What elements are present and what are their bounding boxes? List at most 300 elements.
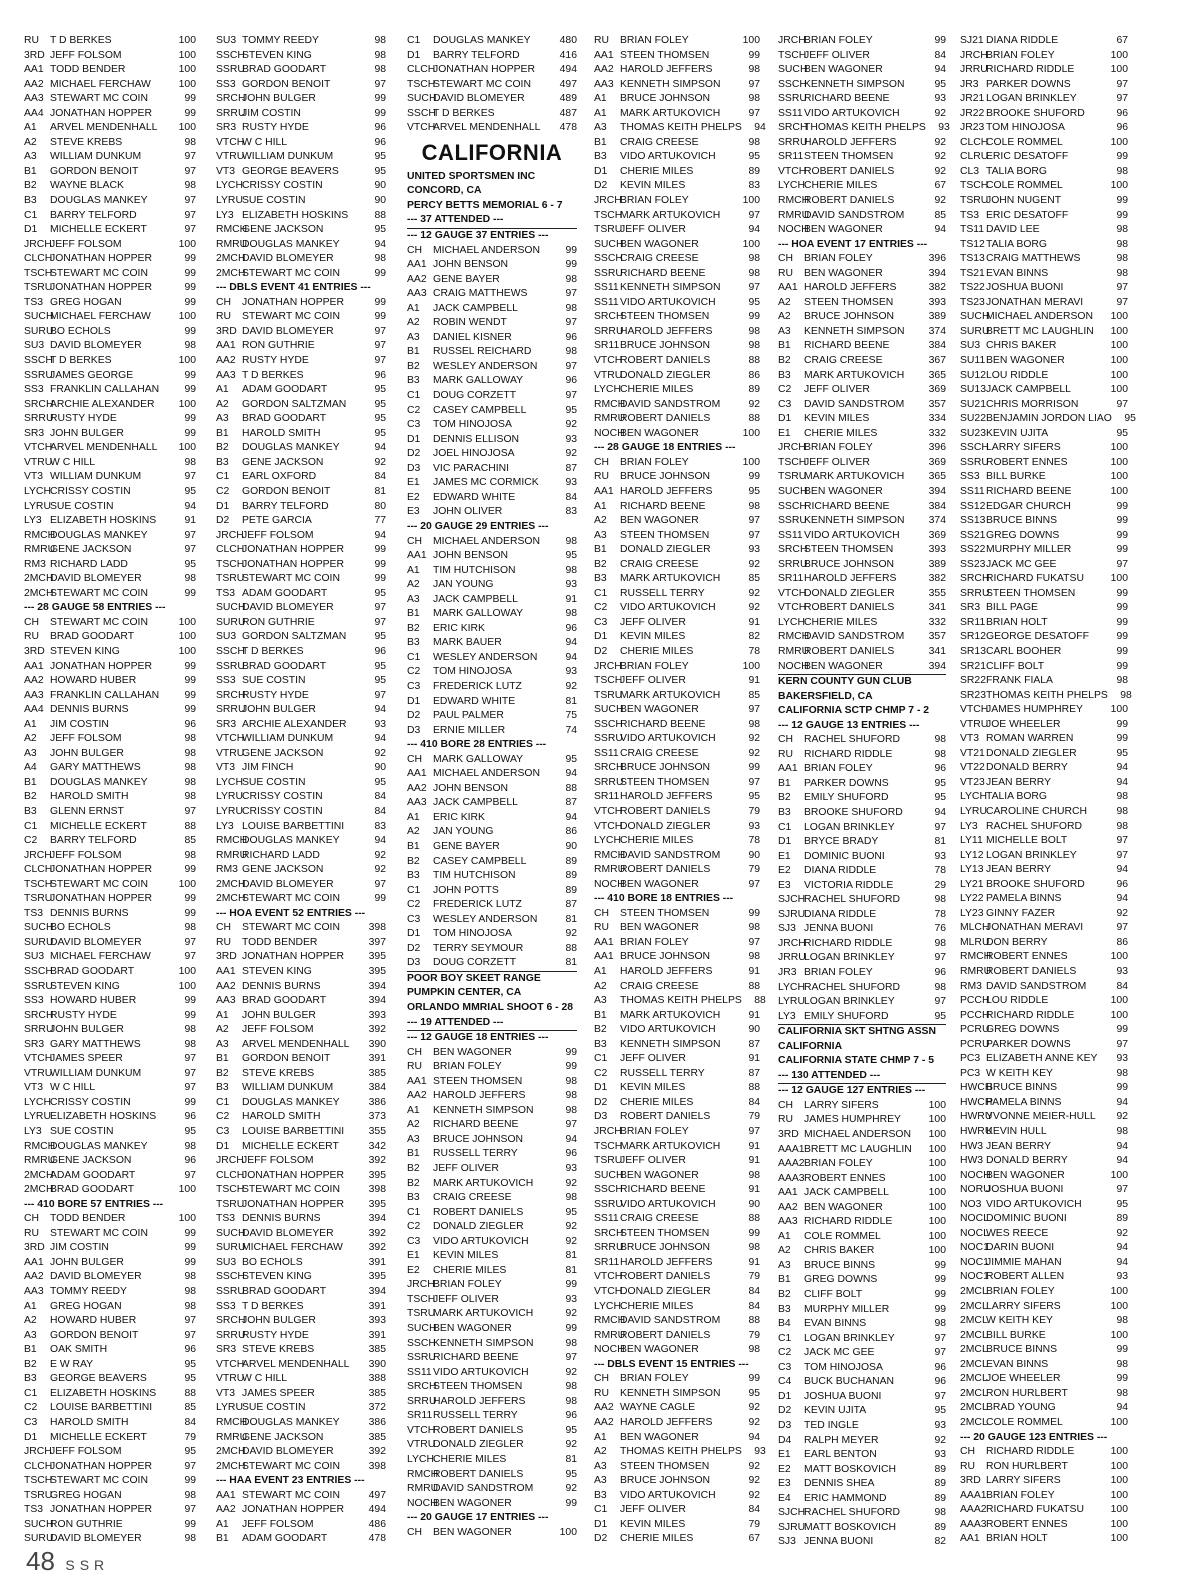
shooter-name: BRAD GOODART — [242, 1286, 327, 1298]
score: 98 — [748, 718, 760, 730]
result-class: AA1 — [407, 550, 427, 562]
score: 385 — [368, 1387, 386, 1399]
result-class: SURU — [216, 616, 246, 628]
shooter-name: ARCHIE ALEXANDER — [242, 718, 347, 730]
score: 96 — [374, 136, 386, 148]
score: 77 — [374, 515, 386, 527]
result-row — [594, 310, 760, 325]
shooter-name: GREG HOGAN — [50, 296, 122, 308]
score: 98 — [184, 1140, 196, 1152]
result-class: SSCH — [407, 1337, 436, 1349]
shooter-name: THOMAS KEITH PHELPS — [986, 689, 1108, 701]
result-class: C2 — [407, 899, 421, 911]
result-row — [407, 49, 577, 64]
result-row — [216, 150, 386, 165]
result-row — [778, 339, 946, 354]
result-class: B3 — [407, 870, 420, 882]
result-row — [216, 1532, 386, 1547]
result-row — [778, 762, 946, 777]
score: 97 — [1116, 1184, 1128, 1196]
result-class: 2MCL — [960, 1402, 988, 1414]
shooter-name: JONATHAN HOPPER — [242, 544, 344, 556]
result-row — [594, 238, 760, 253]
result-row — [778, 777, 946, 792]
result-class: SURU — [24, 325, 54, 337]
shooter-name: COLE ROMMEL — [986, 1416, 1063, 1428]
result-row — [24, 572, 196, 587]
result-row — [778, 981, 946, 996]
result-row — [594, 1125, 760, 1140]
shooter-name: DAVID BLOMEYER — [242, 602, 334, 614]
score: 87 — [565, 797, 577, 809]
shooter-name: STEEN THOMSEN — [620, 1227, 710, 1239]
result-row — [778, 1186, 946, 1201]
shooter-name: JEFF OLIVER — [620, 675, 686, 687]
shooter-name: EARL OXFORD — [242, 471, 317, 483]
result-class: E3 — [778, 879, 791, 891]
result-row — [216, 339, 386, 354]
shooter-name: WESLEY ANDERSON — [433, 360, 538, 372]
score: 92 — [1116, 1111, 1128, 1123]
result-row — [407, 505, 577, 520]
result-row — [960, 1009, 1128, 1024]
result-row — [24, 1401, 196, 1416]
shooter-name: MICHAEL ANDERSON — [433, 768, 541, 780]
result-row — [216, 63, 386, 78]
result-row — [24, 1387, 196, 1402]
result-class: B3 — [407, 375, 420, 387]
result-class: JRCH — [594, 660, 622, 672]
shooter-name: JONATHAN HOPPER — [50, 1460, 152, 1472]
score: 92 — [934, 151, 946, 163]
result-row — [407, 1293, 577, 1308]
score: 99 — [184, 107, 196, 119]
score: 92 — [374, 864, 386, 876]
result-class: LY23 — [960, 907, 984, 919]
shooter-name: RICHARD BEENE — [804, 500, 890, 512]
shooter-name: JONATHAN HOPPER — [433, 64, 535, 76]
result-class: CH — [778, 253, 794, 265]
event-header: --- 12 GAUGE 37 ENTRIES --- — [407, 230, 549, 242]
result-class: SU3 — [24, 340, 45, 352]
score: 85 — [184, 1402, 196, 1414]
score: 98 — [184, 180, 196, 192]
result-row — [778, 1215, 946, 1230]
score: 81 — [565, 1264, 577, 1276]
score: 93 — [748, 820, 760, 832]
shooter-name: PAMELA BINNS — [986, 1096, 1062, 1108]
score: 391 — [368, 1300, 386, 1312]
result-class: 2MCH — [24, 587, 54, 599]
result-class: SSRU — [960, 456, 989, 468]
shooter-name: CHERIE MILES — [620, 1533, 694, 1545]
score: 99 — [374, 311, 386, 323]
result-row — [594, 1140, 760, 1155]
shooter-name: ROBERT DANIELS — [620, 1329, 711, 1341]
shooter-name: BENJAMIN JORDON LIAO — [986, 413, 1112, 425]
shooter-name: STEWART MC COIN — [242, 922, 340, 934]
shooter-name: GEORGE DESATOFF — [986, 631, 1089, 643]
shooter-name: JAN YOUNG — [433, 579, 494, 591]
score: 100 — [178, 878, 196, 890]
shooter-name: GENE BAYER — [433, 273, 500, 285]
result-row — [778, 1172, 946, 1187]
score: 88 — [748, 413, 760, 425]
result-class: RM3 — [960, 980, 982, 992]
result-row — [960, 1110, 1128, 1125]
score: 99 — [184, 660, 196, 672]
result-class: A3 — [407, 593, 420, 605]
score: 99 — [184, 413, 196, 425]
result-row — [24, 1154, 196, 1169]
shooter-name: STEWART MC COIN — [50, 878, 148, 890]
score: 100 — [742, 195, 760, 207]
result-class: 3RD — [24, 49, 45, 61]
result-class: B3 — [594, 1489, 607, 1501]
score: 90 — [748, 1024, 760, 1036]
result-class: RMRU — [24, 1155, 56, 1167]
result-class: SS11 — [778, 529, 803, 541]
result-class: SU3 — [960, 340, 981, 352]
result-class: RU — [778, 748, 794, 760]
result-row — [960, 950, 1128, 965]
score: 99 — [748, 907, 760, 919]
result-row — [216, 1169, 386, 1184]
score: 100 — [178, 616, 196, 628]
score: 93 — [1116, 1053, 1128, 1065]
shooter-name: RACHEL SHUFORD — [804, 1507, 901, 1519]
result-row — [407, 622, 577, 637]
shooter-name: CRISSY COSTIN — [50, 1096, 131, 1108]
result-row — [960, 907, 1128, 922]
result-row — [407, 927, 577, 942]
result-row — [960, 1401, 1128, 1416]
shooter-name: CHERIE MILES — [620, 645, 694, 657]
shooter-name: COLE ROMMEL — [804, 1230, 881, 1242]
result-class: SR11 — [594, 1256, 620, 1268]
result-row — [24, 921, 196, 936]
score: 97 — [184, 1082, 196, 1094]
shooter-name: TODD BENDER — [242, 936, 318, 948]
shooter-name: VIDO ARTUKOVICH — [620, 296, 716, 308]
result-row — [594, 1401, 760, 1416]
result-class: RMCH — [594, 1315, 626, 1327]
attendance-line: --- 19 ATTENDED --- — [407, 1016, 577, 1032]
shooter-name: BILL BURKE — [986, 471, 1046, 483]
score: 494 — [559, 64, 577, 76]
shooter-name: JEFF FOLSOM — [50, 733, 122, 745]
result-row — [960, 165, 1128, 180]
shooter-name: TOM HINOJOSA — [433, 419, 512, 431]
result-class: E1 — [778, 427, 791, 439]
result-class: TSCH — [594, 675, 623, 687]
result-row — [594, 994, 766, 1009]
score: 97 — [1116, 398, 1128, 410]
result-row — [778, 937, 946, 952]
shooter-name: BO ECHOLS — [50, 922, 111, 934]
shooter-name: MICHAEL FERCHAW — [50, 311, 151, 323]
result-class: C1 — [594, 1053, 608, 1065]
shooter-name: JOSHUA BUONI — [986, 1184, 1064, 1196]
score: 99 — [1116, 718, 1128, 730]
shooter-name: WILLIAM DUNKUM — [242, 733, 334, 745]
shooter-name: WAYNE BLACK — [50, 180, 124, 192]
result-class: LY3 — [216, 820, 234, 832]
result-class: A3 — [216, 413, 229, 425]
result-row — [778, 485, 946, 500]
result-class: LY21 — [960, 878, 984, 890]
score: 99 — [565, 1323, 577, 1335]
shooter-name: KENNETH SIMPSON — [804, 78, 905, 90]
result-class: CH — [778, 1099, 794, 1111]
shooter-name: BRETT MC LAUGHLIN — [804, 1143, 912, 1155]
result-row — [407, 1235, 577, 1250]
shooter-name: BRAD GOODART — [242, 413, 327, 425]
result-row — [24, 1314, 196, 1329]
score: 99 — [184, 325, 196, 337]
result-class: RMRU — [594, 1329, 626, 1341]
shooter-name: SUE COSTIN — [50, 1126, 114, 1138]
score: 97 — [374, 616, 386, 628]
shooter-name: JOE WHEELER — [986, 1373, 1061, 1385]
result-row — [594, 1474, 760, 1489]
result-row — [960, 78, 1128, 93]
score: 90 — [374, 195, 386, 207]
result-class: CH — [594, 1373, 610, 1385]
result-class: SRRU — [778, 136, 808, 148]
result-row — [960, 1300, 1128, 1315]
result-class: SS11 — [960, 485, 985, 497]
score: 97 — [184, 544, 196, 556]
result-row — [216, 805, 386, 820]
shooter-name: MARK GALLOWAY — [433, 375, 524, 387]
result-class: SSCH — [407, 107, 436, 119]
score: 92 — [748, 747, 760, 759]
result-row — [216, 630, 386, 645]
shooter-name: ROBERT DANIELS — [620, 805, 711, 817]
shooter-name: FREDERICK LUTZ — [433, 680, 522, 692]
shooter-name: DAVID BLOMEYER — [242, 1446, 334, 1458]
score: 88 — [565, 942, 577, 954]
shooter-name: DAVID SANDSTROM — [620, 398, 721, 410]
score: 83 — [374, 820, 386, 832]
result-class: SJ3 — [778, 1536, 796, 1548]
score: 98 — [934, 1318, 946, 1330]
score: 98 — [934, 734, 946, 746]
result-class: TS3 — [216, 1213, 236, 1225]
score: 100 — [928, 1158, 946, 1170]
shooter-name: JOHN OLIVER — [433, 506, 503, 518]
result-row — [960, 310, 1128, 325]
score: 98 — [934, 1507, 946, 1519]
shooter-name: JOHN BULGER — [242, 704, 316, 716]
result-row — [778, 470, 946, 485]
result-row — [216, 1445, 386, 1460]
result-row — [778, 1157, 946, 1172]
score: 100 — [1110, 1475, 1128, 1487]
result-row — [24, 805, 196, 820]
score: 81 — [565, 1250, 577, 1262]
shooter-name: VIDO ARTUKOVICH — [804, 107, 900, 119]
result-row — [24, 383, 196, 398]
shooter-name: CHERIE MILES — [620, 1300, 694, 1312]
result-class: TSCH — [407, 1293, 436, 1305]
score: 95 — [748, 151, 760, 163]
shooter-name: GENE JACKSON — [50, 1155, 132, 1167]
shooter-name: RICHARD RIDDLE — [804, 1216, 893, 1228]
score: 98 — [184, 1271, 196, 1283]
result-row — [24, 645, 196, 660]
result-class: B2 — [778, 792, 791, 804]
shooter-name: BARRY TELFORD — [50, 209, 137, 221]
result-class: SU23 — [960, 427, 986, 439]
result-row — [216, 78, 386, 93]
score: 95 — [748, 791, 760, 803]
score: 95 — [1116, 747, 1128, 759]
result-row — [216, 1154, 386, 1169]
shooter-name: DAVID BLOMEYER — [433, 93, 525, 105]
result-row — [960, 412, 1136, 427]
shooter-name: DENNIS BURNS — [242, 980, 321, 992]
score: 93 — [934, 1419, 946, 1431]
result-class: SUCH — [960, 311, 990, 323]
shooter-name: JEAN BERRY — [986, 776, 1052, 788]
shooter-name: RACHEL SHUFORD — [986, 820, 1083, 832]
result-class: 2MCH — [216, 878, 246, 890]
score: 94 — [374, 238, 386, 250]
shooter-name: GEORGE BEAVERS — [242, 165, 339, 177]
score: 395 — [368, 1198, 386, 1210]
result-class: RMRU — [24, 544, 56, 556]
score: 81 — [565, 957, 577, 969]
score: 93 — [934, 850, 946, 862]
result-class: LY13 — [960, 864, 984, 876]
score: 494 — [368, 1504, 386, 1516]
shooter-name: CLIFF BOLT — [804, 1289, 863, 1301]
result-class: A1 — [24, 1300, 37, 1312]
score: 99 — [374, 267, 386, 279]
result-row — [960, 383, 1128, 398]
shooter-name: LOUISE BARBETTINI — [242, 1126, 345, 1138]
result-class: AA3 — [216, 369, 236, 381]
shooter-name: ADAM GOODART — [242, 1533, 328, 1545]
shooter-name: CASEY CAMPBELL — [433, 855, 527, 867]
shooter-name: RACHEL SHUFORD — [804, 894, 901, 906]
score: 98 — [184, 733, 196, 745]
result-class: D2 — [594, 180, 608, 192]
score: 497 — [559, 78, 577, 90]
result-class: C1 — [778, 821, 792, 833]
shooter-name: DONALD ZIEGLER — [433, 1439, 524, 1451]
score: 96 — [934, 763, 946, 775]
shooter-name: JONATHAN HOPPER — [242, 1198, 344, 1210]
result-class: MLRU — [960, 936, 990, 948]
result-class: CH — [24, 616, 40, 628]
score: 100 — [928, 1143, 946, 1155]
score: 99 — [184, 1009, 196, 1021]
score: 97 — [184, 1053, 196, 1065]
result-row — [216, 616, 386, 631]
result-class: D2 — [407, 710, 421, 722]
score: 97 — [1116, 558, 1128, 570]
shooter-name: RICHARD BEENE — [804, 93, 890, 105]
shooter-name: BEN WAGONER — [620, 1431, 699, 1443]
result-class: B3 — [24, 1373, 37, 1385]
shooter-name: KENNETH SIMPSON — [620, 1038, 721, 1050]
shooter-name: RON GUTHRIE — [50, 1518, 123, 1530]
result-row — [778, 121, 950, 136]
shooter-name: BEN WAGONER — [620, 515, 699, 527]
score: 98 — [184, 456, 196, 468]
result-class: C1 — [407, 1206, 421, 1218]
result-row — [778, 252, 946, 267]
score: 99 — [184, 689, 196, 701]
result-row — [216, 1343, 386, 1358]
result-row — [960, 1183, 1128, 1198]
score: 97 — [184, 151, 196, 163]
result-class: LYCH — [24, 485, 51, 497]
score: 392 — [368, 1155, 386, 1167]
result-class: TS3 — [24, 1504, 44, 1516]
shooter-name: JENNA BUONI — [804, 1536, 874, 1548]
result-row — [960, 1372, 1128, 1387]
score: 100 — [742, 35, 760, 46]
score: 392 — [368, 1024, 386, 1036]
result-row — [407, 273, 577, 288]
shooter-name: JEFF FOLSOM — [242, 1518, 314, 1530]
shooter-name: JACK CAMPBELL — [433, 797, 518, 809]
result-row — [594, 500, 760, 515]
result-class: D1 — [594, 1082, 608, 1094]
result-row — [407, 462, 577, 477]
result-class: B1 — [407, 840, 420, 852]
result-class: SSCH — [960, 442, 989, 454]
shooter-name: JOHN BULGER — [50, 1256, 124, 1268]
score: 100 — [1110, 442, 1128, 454]
result-class: A3 — [594, 122, 607, 134]
result-row — [24, 674, 196, 689]
shooter-name: JEFF OLIVER — [620, 224, 686, 236]
shooter-name: BRUCE BINNS — [986, 515, 1058, 527]
shooter-name: JACK CAMPBELL — [804, 1187, 889, 1199]
result-class: VTRU — [216, 747, 245, 759]
shooter-name: CRAIG CREESE — [620, 253, 699, 265]
shoot-info: BAKERSFIELD, CA — [778, 690, 873, 702]
result-row — [216, 950, 386, 965]
shooter-name: KEVIN MILES — [620, 1518, 686, 1530]
result-class: RU — [778, 267, 794, 279]
result-row — [960, 1532, 1128, 1547]
result-row — [594, 747, 760, 762]
result-class: LYCH — [594, 835, 621, 847]
score: 97 — [748, 107, 760, 119]
score: 91 — [748, 1053, 760, 1065]
score: 90 — [374, 762, 386, 774]
result-row — [216, 1401, 386, 1416]
score: 99 — [565, 1497, 577, 1509]
result-row — [216, 1241, 386, 1256]
result-class: C3 — [407, 1235, 421, 1247]
result-row — [24, 1038, 196, 1053]
score: 99 — [184, 587, 196, 599]
score: 100 — [1110, 340, 1128, 352]
score: 84 — [748, 1300, 760, 1312]
results-column — [216, 34, 386, 1547]
result-class: RMCH — [778, 631, 810, 643]
result-class: SRCH — [407, 1381, 437, 1393]
shooter-name: T D BERKES — [50, 355, 112, 367]
score: 99 — [374, 558, 386, 570]
